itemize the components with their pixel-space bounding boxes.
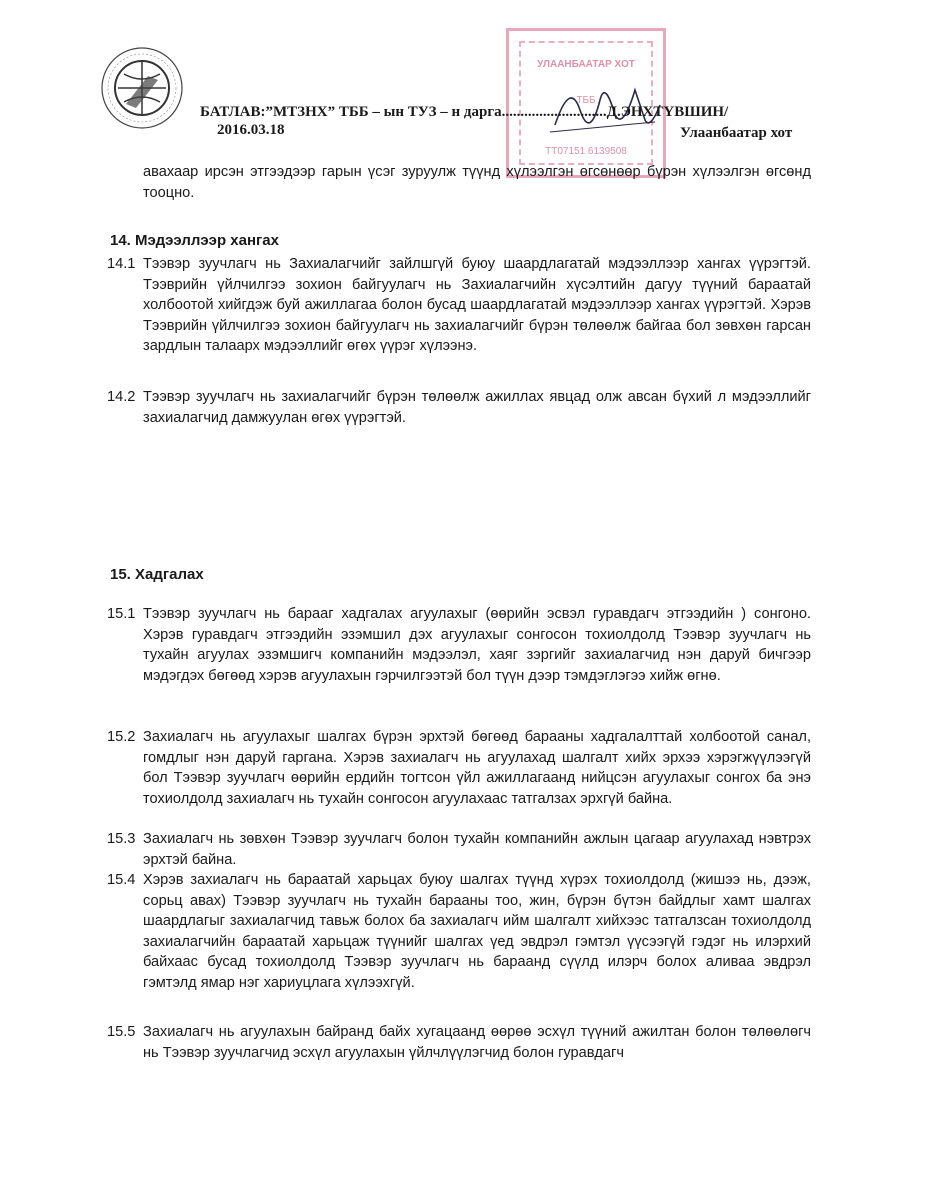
item-15-4-text: Хэрэв захиалагч нь бараатай харьцах буюу шалгах түүнд хүрэх тохиолдолд (жишээ нь, дээж, сорьц авах) Тээвэр зуучлагч нь тухайн барааны тоо, жин, бүрэн бүтэн байдлыг хамт шалгах шаардлагыг захиалагчид тавьж болох ба захиалагч ийм шалгалт хийхээс татгалзсан тохиолдолд захиалагчийн бараатай харьцаж түүнийг шалгах үед эвдрэл гэмтэл үүсээгүй гэдэг нь илэрхий байхаас бусад тохиолдолд Тээвэр зуучлагч нь бараанд сүүлд илэрч болох аливаа эвдрэл гэмтэлд ямар нэг хариуцлага хүлээхгүй. — [143, 872, 811, 991]
item-14-2-text: Тээвэр зуучлагч нь захиалагчийг бүрэн төлөөлж ажиллах явцад олж авсан бүхий л мэдээллийг захиалагчид дамжуулан өгөх үүрэгтэй. — [143, 389, 811, 426]
approval-date: 2016.03.18 — [217, 122, 285, 138]
item-14-1-number: 14.1 — [107, 256, 136, 272]
item-14-1-text: Тээвэр зуучлагч нь Захиалагчийг зайлшгүй буюу шаардлагатай мэдээллээр хангах үүрэгтэй. Тээврийн үйлчилгээ зохион байгуулагч нь Захиалагчийн хүсэлтийн дагуу түүний бараатай холбоотой хийгдэж буй ажиллагаа болон бусад шаардлагатай мэдээллээр хангах үүрэгтэй. Хэрэв Тээврийн үйлчилгээ зохион байгуулагч нь захиалагчийг бүрэн төлөөлж байгаа бол зөвхөн гарсан зардлын талаарх мэдээллийг өгөх үүрэг хүлээнэ. — [143, 256, 811, 354]
approval-city: Улаанбаатар хот — [680, 125, 793, 141]
approval-line: БАТЛАВ:”МТЗНХ” ТББ – ын ТУЗ – н дарга............................Д.ЭНХТҮВШИН/ — [200, 104, 729, 120]
item-15-1-text: Тээвэр зуучлагч нь барааг хадгалах агуулахыг (өөрийн эсвэл гуравдагч этгээдийн ) сонгоно. Хэрэв гуравдагч этгээдийн эзэмшил дэх агуулахыг сонгосон тохиолдолд Тээвэр зуучлагч нь тухайн агуулах эзэмшигч компанийн мэдээлэл, хаяг зэргийг захиалагчид нэн даруй бичгээр мэдэгдэх бөгөөд хэрэв агуулахын гэрчилгээтэй бол түүн дээр тэмдэглэгээ хийж өгнө. — [143, 606, 811, 684]
item-15-5-number: 15.5 — [107, 1024, 136, 1040]
item-15-2-text: Захиалагч нь агуулахыг шалгах бүрэн эрхтэй бөгөөд барааны хадгалалттай холбоотой санал, гомдлыг нэн даруй гаргана. Хэрэв захиалагч нь агуулахад шалгалт хийх эрхээ хэрэгжүүлээгүй бол Тээвэр зуучлагч өөрийн ердийн тогтсон үйл ажиллагаанд нийцсэн агуулахыг сонгох ба энэ тохиолдолд захиалагч нь тухайн сонгосон агуулахаас татгалзах эрхгүй байна. — [143, 729, 811, 807]
section-15-heading: 15. Хадгалах — [110, 566, 204, 583]
stamp-org-text: ТББ — [576, 95, 596, 106]
item-15-2-number: 15.2 — [107, 729, 136, 745]
item-15-3-text: Захиалагч нь зөвхөн Тээвэр зуучлагч болон тухайн компанийн ажлын цагаар агуулахад нэвтрэх эрхтэй байна. — [143, 831, 811, 868]
stamp-city-text: УЛААНБААТАР ХОТ — [537, 59, 635, 70]
item-14-2-number: 14.2 — [107, 389, 136, 405]
item-15-5-text: Захиалагч нь агуулахын байранд байх хугацаанд өөрөө эсхүл түүний ажилтан болон төлөөлөгч нь Тээвэр зуучлагчид эсхүл агуулахын үйлчлүүлэгчид болон гуравдагч — [143, 1024, 811, 1061]
continuation-paragraph: авахаар ирсэн этгээдээр гарын үсэг зуруулж түүнд хүлээлгэн өгсөнөөр бүрэн хүлээлгэн өгсөнд тооцно. — [143, 164, 811, 201]
item-15-1-number: 15.1 — [107, 606, 136, 622]
stamp-number-text: ТТ07151 6139508 — [545, 146, 627, 157]
section-14-heading: 14. Мэдээллээр хангах — [110, 232, 279, 249]
item-15-3-number: 15.3 — [107, 831, 136, 847]
organization-logo — [98, 44, 186, 132]
item-15-4-number: 15.4 — [107, 872, 136, 888]
